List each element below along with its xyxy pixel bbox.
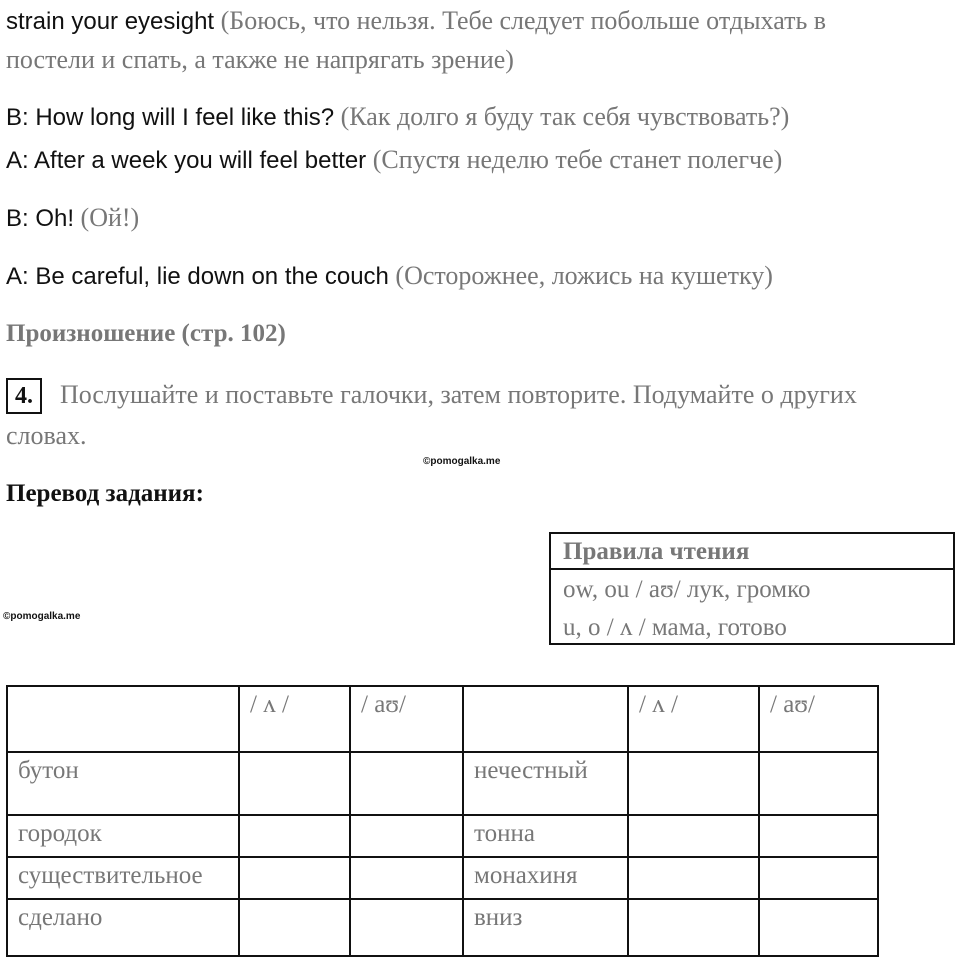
table-header-cell: / aʊ/: [350, 686, 463, 752]
table-header-row: [7, 686, 878, 752]
table-cell: [759, 899, 878, 956]
table-cell: городок: [7, 815, 239, 857]
table-cell: монахиня: [463, 857, 628, 899]
english-text: A: Be careful, lie down on the couch: [6, 263, 389, 290]
russian-text: (Как долго я буду так себя чувствовать?): [340, 102, 790, 131]
russian-text: (Спустя неделю тебе станет полегче): [372, 145, 783, 174]
russian-text: (Боюсь, что нельзя. Тебе следует побольше отдыхать в: [220, 6, 827, 35]
table-cell: [759, 815, 878, 857]
table-cell: [239, 752, 350, 815]
dialogue-line-1: [6, 6, 826, 37]
table-cell: [628, 899, 759, 956]
table-cell: [350, 752, 463, 815]
table-cell: тонна: [463, 815, 628, 857]
table-cell: [239, 899, 350, 956]
table-cell: вниз: [463, 899, 628, 956]
dialogue-line-6: [6, 261, 773, 292]
pronunciation-heading: Произношение (стр. 102): [6, 320, 286, 347]
russian-text: (Осторожнее, ложись на кушетку): [395, 261, 773, 290]
table-cell: [628, 752, 759, 815]
table-cell: сделано: [7, 899, 239, 956]
watermark: ©pomogalka.me: [3, 611, 81, 622]
table-header-cell: [7, 686, 239, 752]
dialogue-line-3: [6, 102, 789, 133]
table-cell: существительное: [7, 857, 239, 899]
table-cell: [759, 752, 878, 815]
reading-rule-2: u, o / ʌ / мама, готово: [563, 614, 787, 641]
watermark: ©pomogalka.me: [423, 456, 501, 467]
table-cell: [350, 857, 463, 899]
english-text: strain your eyesight: [6, 8, 215, 35]
table-row: [7, 752, 878, 815]
words-table: [6, 685, 879, 957]
reading-rules-title: Правила чтения: [551, 534, 953, 570]
table-cell: [239, 815, 350, 857]
table-cell: бутон: [7, 752, 239, 815]
table-row: [7, 899, 878, 956]
table-row: [7, 815, 878, 857]
table-row: [7, 857, 878, 899]
table-cell: [350, 899, 463, 956]
table-header-cell: / ʌ /: [239, 686, 350, 752]
table-cell: [628, 815, 759, 857]
task-number-box: 4.: [6, 378, 42, 414]
table-cell: [350, 815, 463, 857]
table-header-cell: [463, 686, 628, 752]
english-text: A: After a week you will feel better: [6, 147, 367, 174]
table-header-cell: / aʊ/: [759, 686, 878, 752]
dialogue-line-5: [6, 203, 139, 234]
reading-rule-1: ow, ou / aʊ/ лук, громко: [563, 576, 811, 603]
russian-text: (Ой!): [80, 203, 140, 232]
english-text: B: Oh!: [6, 205, 75, 232]
task-text-line-2: словах.: [6, 421, 87, 450]
task-text-line-1: Послушайте и поставьте галочки, затем повторите. Подумайте о других: [60, 380, 857, 409]
table-cell: нечестный: [463, 752, 628, 815]
table-cell: [239, 857, 350, 899]
table-header-cell: / ʌ /: [628, 686, 759, 752]
dialogue-line-2: [6, 45, 514, 75]
table-cell: [628, 857, 759, 899]
english-text: B: How long will I feel like this?: [6, 104, 335, 131]
table-cell: [759, 857, 878, 899]
dialogue-line-4: [6, 145, 782, 176]
reading-rules-box: [549, 532, 955, 645]
russian-text: постели и спать, а также не напрягать зрение): [6, 45, 514, 74]
translation-heading: Перевод задания:: [6, 480, 204, 507]
